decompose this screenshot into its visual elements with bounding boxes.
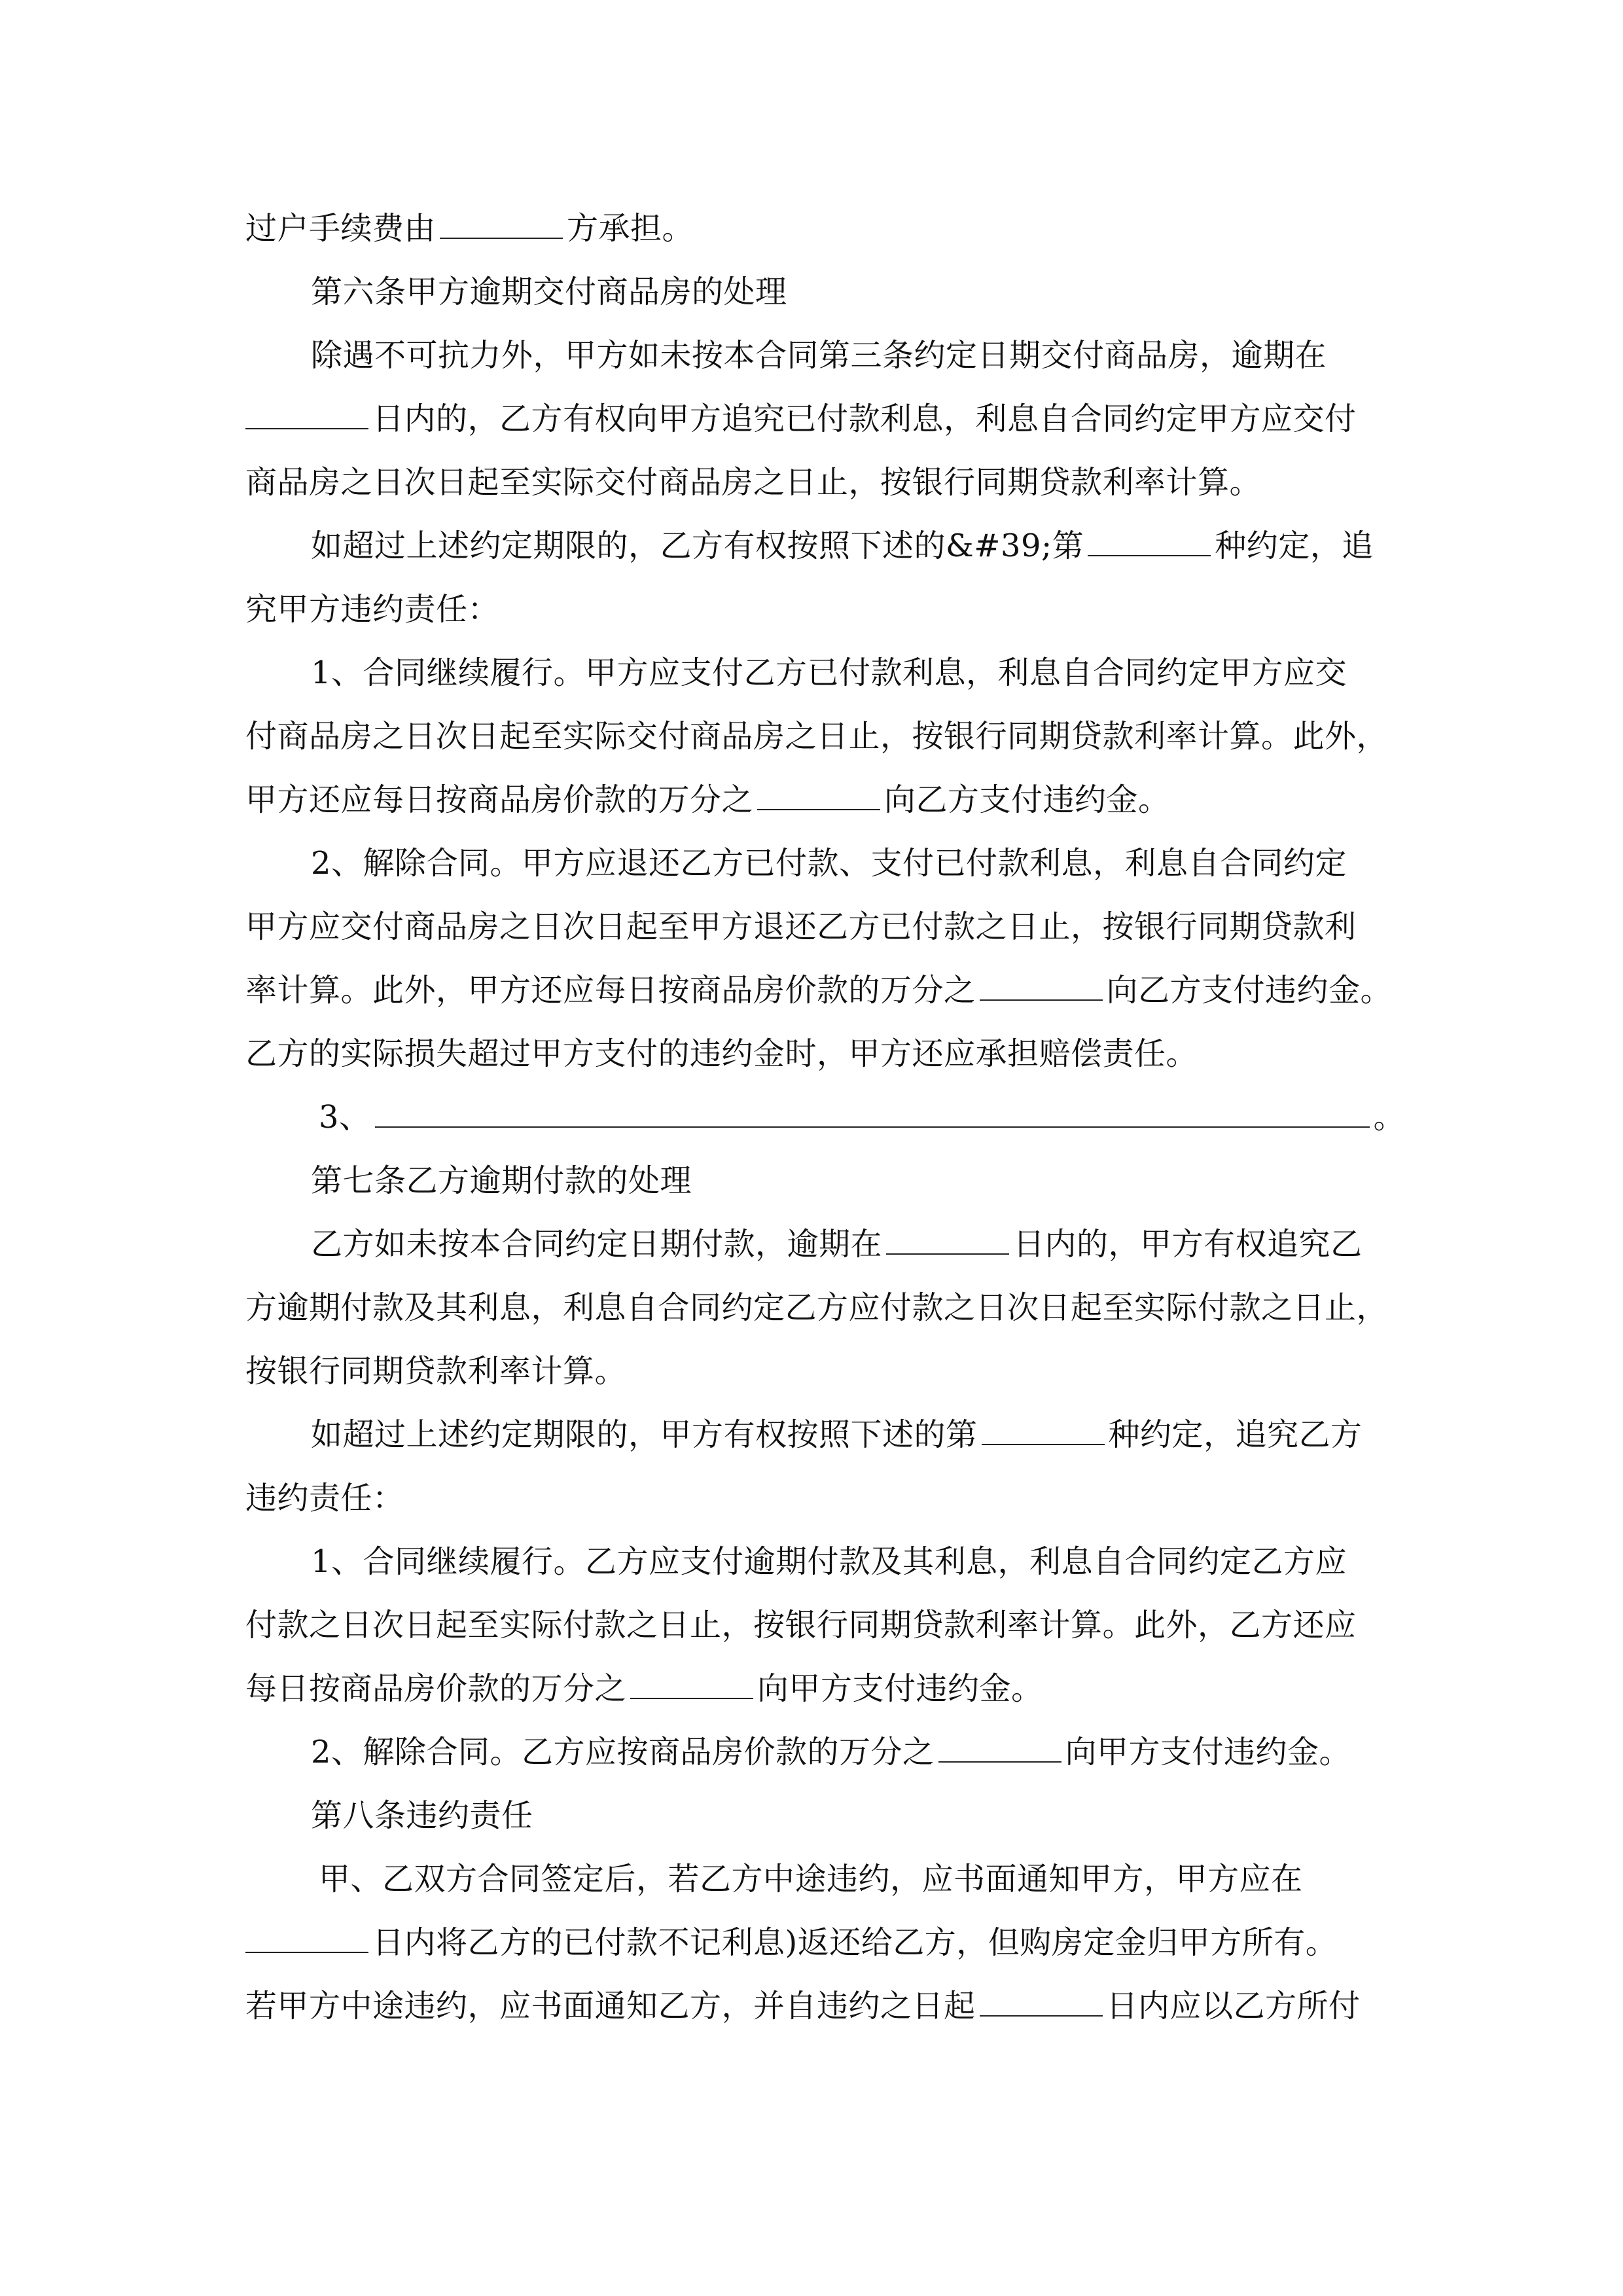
paragraph-line: 方逾期付款及其利息，利息自合同约定乙方应付款之日次日起至实际付款之日止， (245, 1289, 1389, 1326)
article-7-heading: 第七条乙方逾期付款的处理 (311, 1162, 692, 1199)
paragraph-line: 乙方的实际损失超过甲方支付的违约金时，甲方还应承担赔偿责任。 (245, 1035, 1198, 1072)
fill-in-blank[interactable] (440, 209, 563, 239)
paragraph-line: 日内将乙方的已付款不记利息)返还给乙方，但购房定金归甲方所有。 (245, 1910, 1337, 1975)
paragraph-line: 1、合同继续履行。乙方应支付逾期付款及其利息，利息自合同约定乙方应 (311, 1543, 1347, 1580)
fill-in-blank[interactable] (245, 399, 368, 429)
paragraph-line: 3、 。 (319, 1099, 1406, 1136)
paragraph-line: 甲、乙双方合同签定后，若乙方中途违约，应书面通知甲方，甲方应在 (319, 1861, 1303, 1897)
fill-in-blank[interactable] (630, 1669, 753, 1699)
fill-in-blank-long[interactable] (375, 1098, 1370, 1128)
paragraph-line: 如超过上述约定期限的，甲方有权按照下述的第 种约定，追究乙方 (311, 1416, 1363, 1453)
paragraph-line: 究甲方违约责任： (245, 591, 500, 628)
paragraph-line: 付商品房之日次日起至实际交付商品房之日止，按银行同期贷款利率计算。此外， (245, 718, 1389, 755)
paragraph-line: 乙方如未按本合同约定日期付款，逾期在 日内的，甲方有权追究乙 (311, 1226, 1363, 1263)
paragraph-line: 2、解除合同。甲方应退还乙方已付款、支付已付款利息，利息自合同约定 (311, 845, 1347, 882)
article-6-heading: 第六条甲方逾期交付商品房的处理 (311, 274, 787, 310)
paragraph-line: 商品房之日次日起至实际交付商品房之日止，按银行同期贷款利率计算。 (245, 464, 1262, 501)
fill-in-blank[interactable] (938, 1732, 1061, 1763)
paragraph-line: 如超过上述约定期限的，乙方有权按照下述的&#39;第 种约定，追 (311, 528, 1374, 564)
paragraph-line: 付款之日次日起至实际付款之日止，按银行同期贷款利率计算。此外，乙方还应 (245, 1607, 1357, 1643)
paragraph-line: 除遇不可抗力外，甲方如未按本合同第三条约定日期交付商品房，逾期在 (311, 337, 1327, 374)
fill-in-blank[interactable] (1088, 526, 1211, 556)
paragraph-line: 2、解除合同。乙方应按商品房价款的万分之 向甲方支付违约金。 (311, 1734, 1351, 1770)
paragraph-line: 若甲方中途违约，应书面通知乙方，并自违约之日起 日内应以乙方所付 (245, 1988, 1361, 2024)
paragraph-line: 甲方应交付商品房之日次日起至甲方退还乙方已付款之日止，按银行同期贷款利 (245, 908, 1357, 945)
fill-in-blank[interactable] (980, 971, 1103, 1001)
fill-in-blank[interactable] (245, 1923, 368, 1953)
paragraph-line: 甲方还应每日按商品房价款的万分之 向乙方支付违约金。 (245, 781, 1170, 818)
paragraph-line: 1、合同继续履行。甲方应支付乙方已付款利息，利息自合同约定甲方应交 (311, 655, 1347, 691)
fill-in-blank[interactable] (982, 1415, 1105, 1445)
fill-in-blank[interactable] (757, 780, 880, 810)
paragraph-line: 每日按商品房价款的万分之 向甲方支付违约金。 (245, 1670, 1043, 1707)
fill-in-blank[interactable] (886, 1225, 1009, 1255)
fill-in-blank[interactable] (980, 1986, 1103, 2017)
paragraph-line: 过户手续费由 方承担。 (245, 210, 694, 247)
paragraph-line: 日内的，乙方有权向甲方追究已付款利息，利息自合同约定甲方应交付 (245, 387, 1357, 451)
article-8-heading: 第八条违约责任 (311, 1797, 533, 1834)
paragraph-line: 违约责任： (245, 1480, 404, 1516)
paragraph-line: 率计算。此外，甲方还应每日按商品房价款的万分之 向乙方支付违约金。 (245, 972, 1393, 1009)
paragraph-line: 按银行同期贷款利率计算。 (245, 1353, 627, 1390)
